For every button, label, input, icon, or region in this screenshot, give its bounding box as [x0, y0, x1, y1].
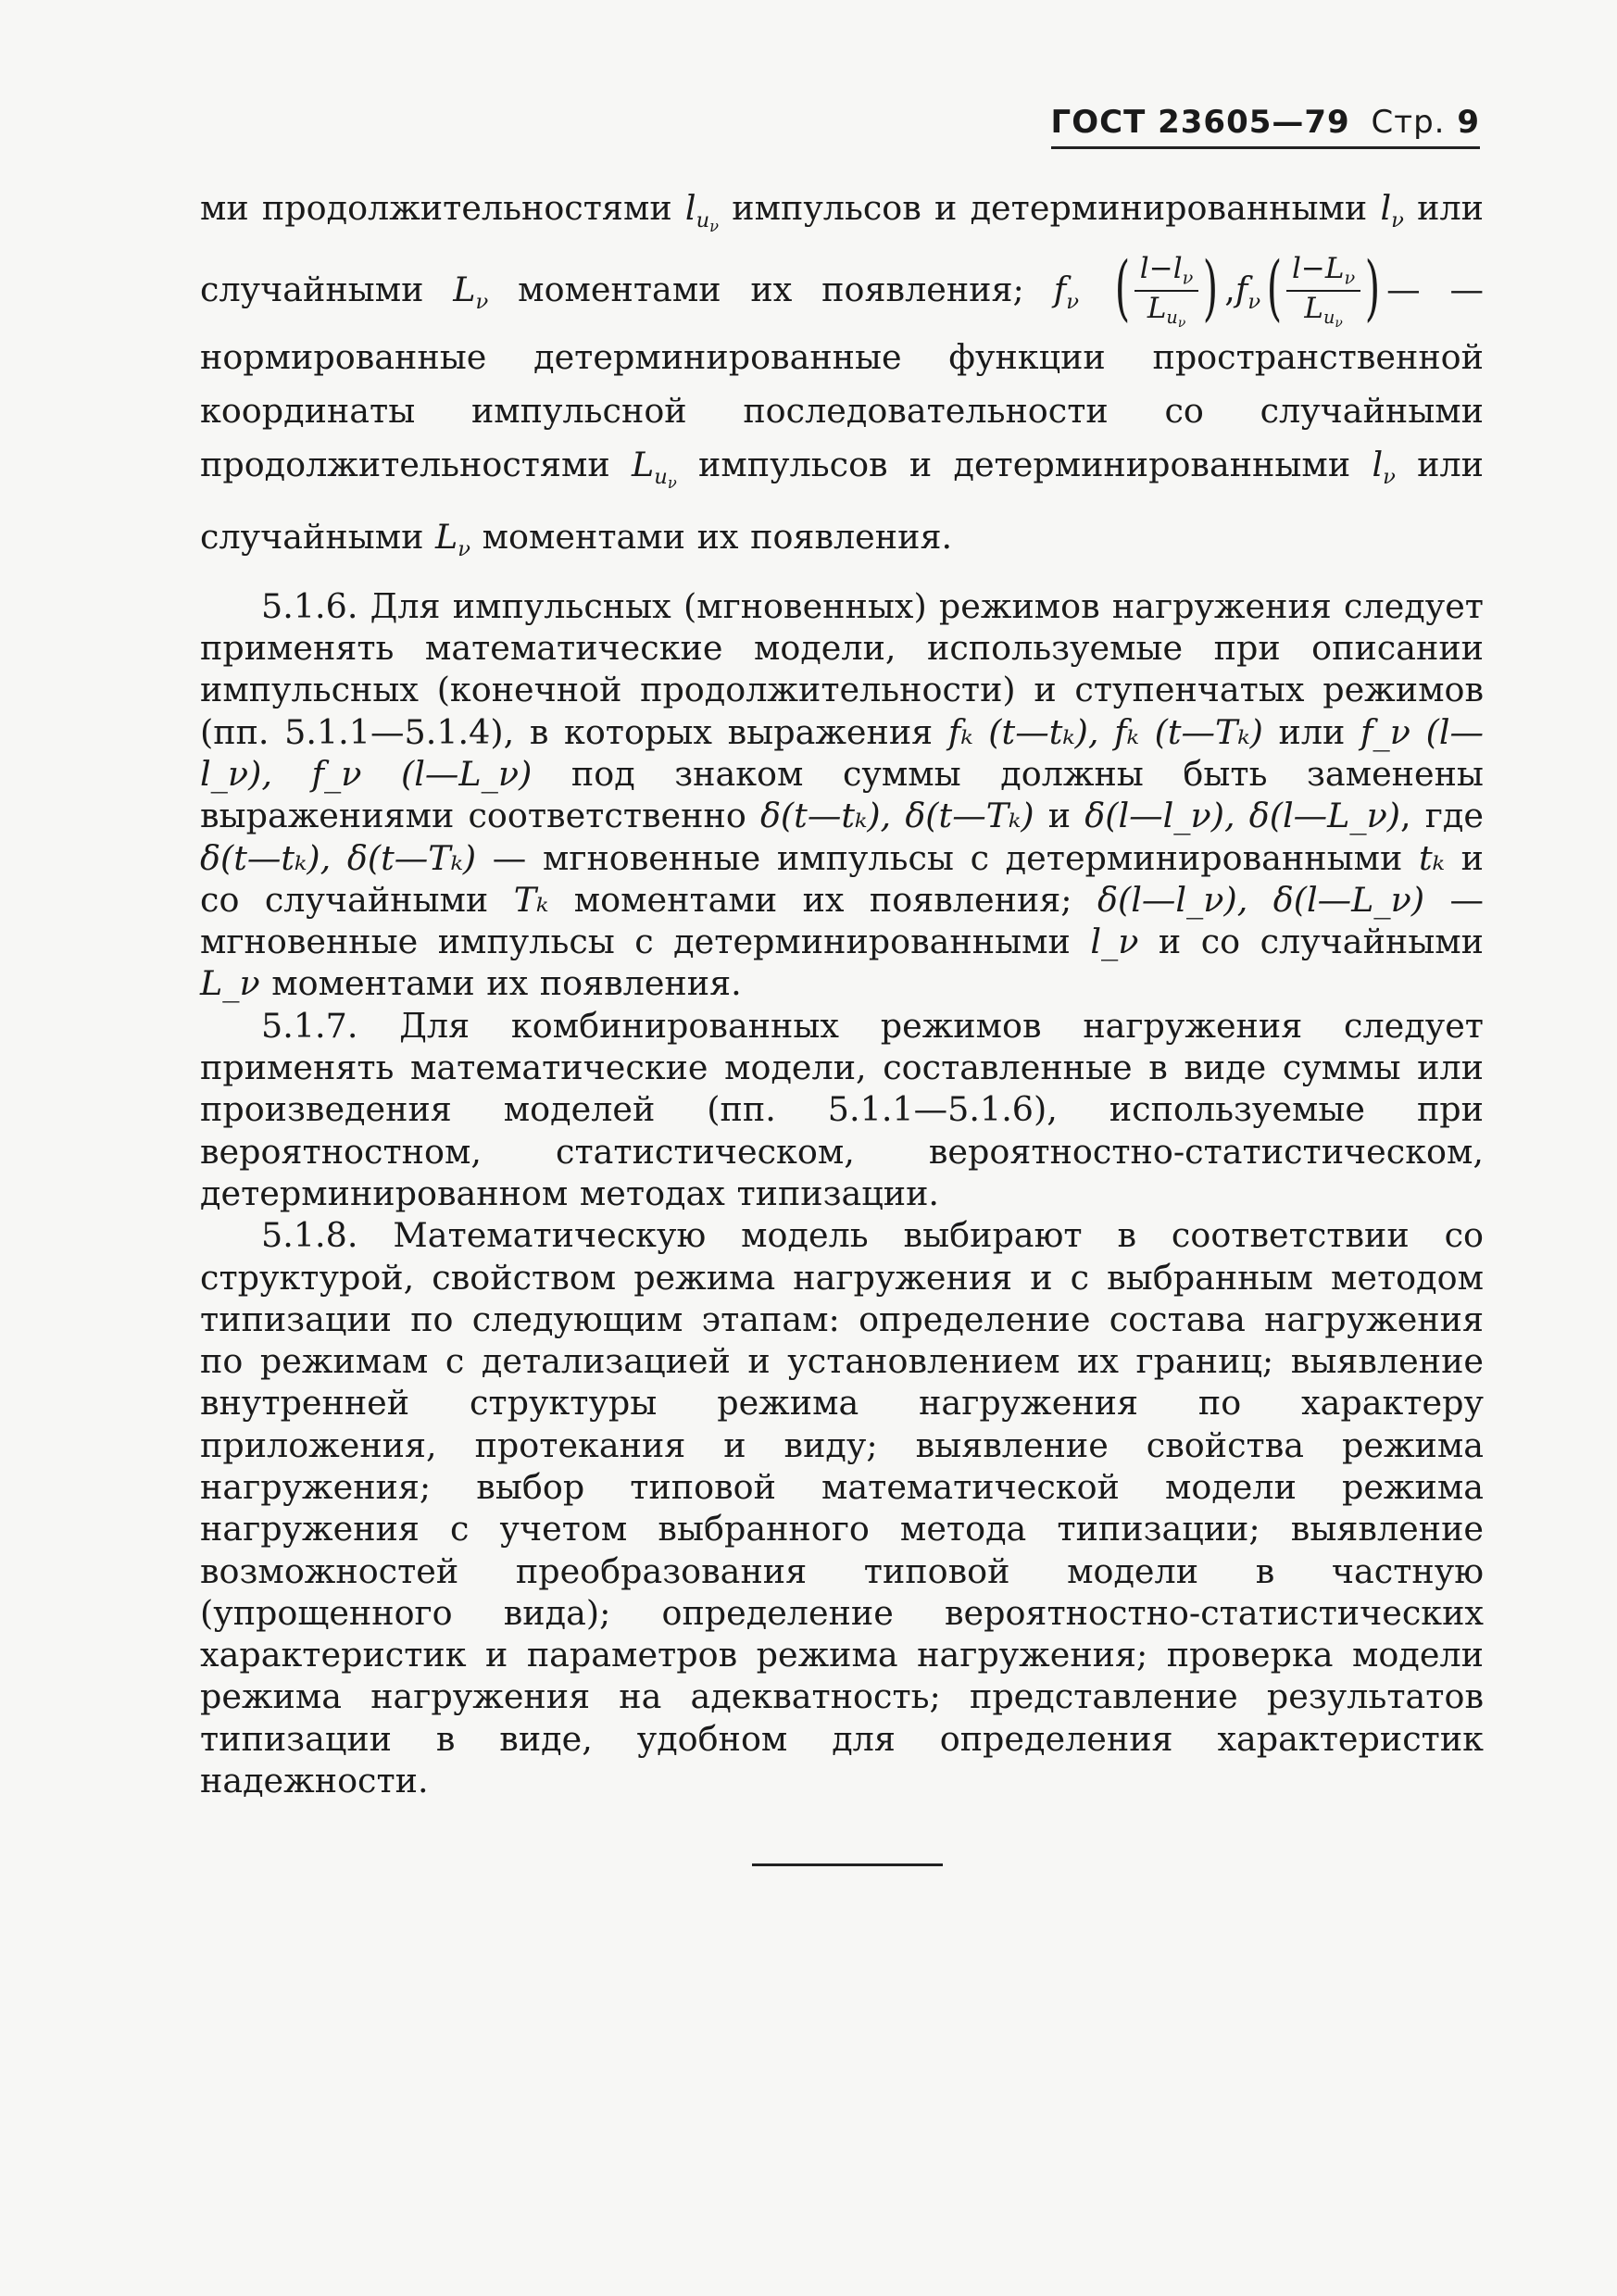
- text-run: 5.1.6. Для импульсных (мгновенных) режимов нагружения следует применять математические модели, используемые при описании импульсных (конечной продолжительности) и ступенчатых режимов (пп. 5.1.1—5.1.4), в которых выражения: [200, 585, 1484, 752]
- standard-number: ГОСТ 23605—79: [1050, 104, 1350, 141]
- text-run: моментами их появления;: [488, 269, 1054, 309]
- math-expr: δ(l—l_ν),: [1084, 796, 1249, 836]
- math-f-nu-frac-1: $f_\nu$ ( $\frac{l-l_\nu}{L_{u_\nu}}$ ): [1053, 247, 1219, 332]
- end-divider: [752, 1863, 943, 1866]
- text-run: или случайными: [200, 188, 1484, 309]
- math-L-nu: $L_\nu$: [453, 269, 489, 314]
- math-expr: δ(t—Tₖ): [905, 796, 1048, 836]
- math-expr: δ(t—tₖ),: [759, 796, 906, 836]
- math-l-nu: $l_\nu$: [1372, 445, 1396, 489]
- math-expr: tₖ: [1419, 837, 1445, 878]
- math-f-nu-frac-2: $f_\nu$ ( $\frac{l-L_\nu}{L_{u_\nu}}$ ): [1235, 247, 1381, 332]
- page-number: 9: [1457, 104, 1480, 141]
- math-expr: f_ν (l—l_ν),: [200, 711, 1485, 794]
- text-run: , где: [1400, 796, 1484, 836]
- text-run: моментами их появления.: [259, 963, 742, 1004]
- text-run: ми продолжительностями: [200, 188, 685, 228]
- math-expr: δ(l—L_ν): [1248, 796, 1401, 836]
- text-run: и: [1047, 796, 1085, 836]
- document-body: [200, 182, 1484, 1801]
- math-expr: f_ν (l—L_ν): [311, 753, 533, 794]
- math-expr: Tₖ: [513, 879, 549, 920]
- math-expr: fₖ (t—Tₖ): [1114, 711, 1263, 752]
- page-header: [1051, 104, 1480, 149]
- text-run: или: [1262, 711, 1361, 752]
- math-expr: fₖ (t—tₖ),: [947, 711, 1115, 752]
- text-run: моментами их появления;: [548, 879, 1097, 920]
- math-expr: l_ν: [1090, 922, 1139, 962]
- math-expr: L_ν: [200, 963, 260, 1004]
- text-run: — нормированные детерминированные функции пространственной координаты импульсной последовательности со случайными продолжительностями: [200, 269, 1484, 485]
- text-run: под знаком суммы должны быть заменены выражениями соответственно: [200, 753, 1484, 836]
- text-run: импульсов и детерминированными: [676, 445, 1373, 485]
- text-run: — мгновенные импульсы с детерминированными: [200, 879, 1485, 962]
- math-L-nu: $L_\nu$: [435, 516, 471, 561]
- paragraph-5-1-7: 5.1.7. Для комбинированных режимов нагружения следует применять математические модели, составленные в виде суммы или произведения моделей (пп. 5.1.1—5.1.6), используемые при вероятностном, статистическом, вероятностно-статистическом, детерминированном методах типизации.: [200, 1005, 1484, 1213]
- text-run: — мгновенные импульсы с детерминированными: [476, 837, 1420, 878]
- math-expr: δ(l—L_ν): [1272, 879, 1425, 920]
- text-run: и со случайными: [200, 837, 1484, 920]
- math-expr: δ(t—Tₖ): [346, 837, 477, 878]
- paragraph-5-1-8: 5.1.8. Математическую модель выбирают в соответствии со структурой, свойством режима нагружения и с выбранным методом типизации по следующим этапам: определение состава нагружения по режимам с детализацией и установлением их границ; выявление внутренней структуры режима нагружения по характеру приложения, протекания и виду; выявление свойства режима нагружения; выбор типовой математической модели режима нагружения с учетом выбранного метода типизации; выявление возможностей преобразования типовой модели в частную (упрощенного вида); определение вероятностно-статистических характеристик и параметров режима нагружения; проверка модели режима нагружения на адекватность; представление результатов типизации в виде, удобном для определения характеристик надежности.: [200, 1215, 1484, 1801]
- paragraph-continuation: ми продолжительностями $l_{u_\nu}$ импульсов и детерминированными $l_\nu$ или случайными $L_\nu$ моментами их появления; $f_\nu$ ( $\frac{l-l_\nu}{L_{u_\nu}}$ ) $,f_\nu$ ( $\frac{l-L_\nu}{L_{u_\nu}}$ ) — — нормированные детерминированные функции пространственной координаты импульсной последовательности со случайными продолжительностями $L_{u_\nu}$ импульсов и детерминированными $l_\nu$ или случайными $L_\nu$ моментами их появления.: [200, 188, 1485, 561]
- text-run: импульсов и детерминированными: [719, 188, 1381, 228]
- page-label: Стр.: [1371, 104, 1446, 141]
- math-expr: δ(l—l_ν),: [1097, 879, 1273, 920]
- text-run: моментами их появления.: [470, 516, 953, 557]
- paragraph-5-1-6: [200, 585, 1484, 1005]
- math-l-nu: $l_\nu$: [1380, 188, 1404, 232]
- math-l-u-nu: $l_{u_\nu}$: [684, 188, 720, 235]
- math-expr: δ(t—tₖ),: [200, 837, 347, 878]
- math-L-u-nu: $L_{u_\nu}$: [632, 445, 677, 492]
- text-run: или случайными: [200, 445, 1485, 557]
- text-run: и со случайными: [1138, 922, 1484, 962]
